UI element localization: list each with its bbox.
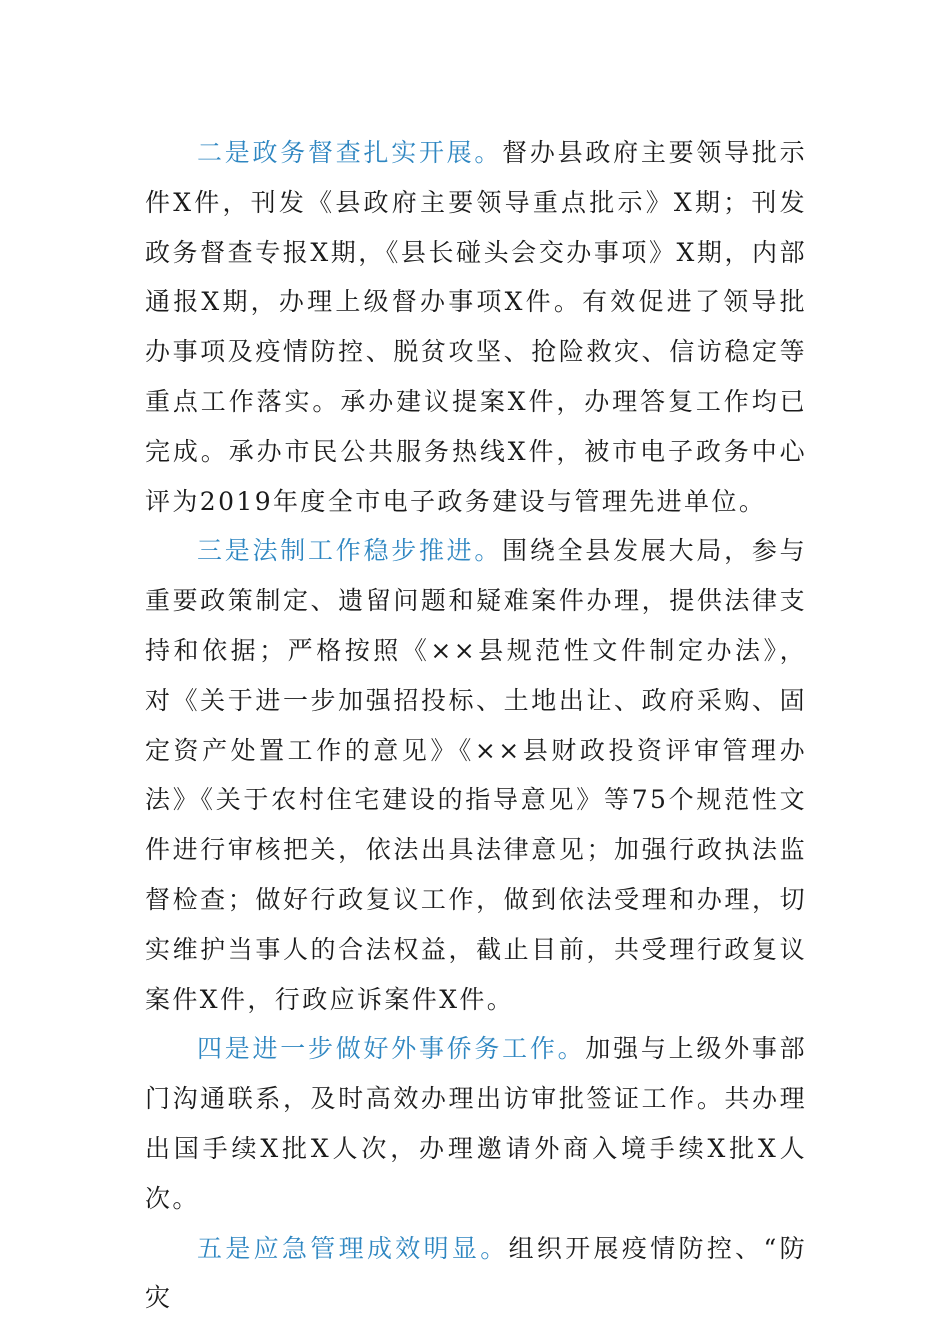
paragraph-heading: 五是应急管理成效明显。 [197, 1233, 509, 1263]
document-page [145, 128, 807, 1323]
paragraph-emergency [145, 1224, 807, 1324]
paragraph-body: 围绕全县发展大局，参与重要政策制定、遗留问题和疑难案件办理，提供法律支持和依据；严格按照《××县规范性文件制定办法》，对《关于进一步加强招投标、土地出让、政府采购、固定资产处置工作的意见》《××县财政投资评审管理办法》《关于农村住宅建设的指导意见》等75个规范性文件进行审核把关，依法出具法律意见；加强行政执法监督检查；做好行政复议工作，做到依法受理和办理，切实维护当事人的合法权益，截止目前，共受理行政复议案件X件，行政应诉案件X件。 [145, 536, 807, 1014]
paragraph-foreign-affairs [145, 1024, 807, 1223]
paragraph-heading: 二是政务督查扎实开展。 [197, 138, 503, 167]
paragraph-heading: 四是进一步做好外事侨务工作。 [197, 1034, 586, 1064]
paragraph-body: 督办县政府主要领导批示件X件，刊发《县政府主要领导重点批示》X期；刊发政务督查专报X期，《县长碰头会交办事项》X期，内部通报X期，办理上级督办事项X件。有效促进了领导批办事项及疫情防控、脱贫攻坚、抢险救灾、信访稳定等重点工作落实。承办建议提案X件，办理答复工作均已完成。承办市民公共服务热线X件，被市电子政务中心评为2019年度全市电子政务建设与管理先进单位。 [145, 138, 807, 516]
paragraph-body: 加强与上级外事部门沟通联系，及时高效办理出访审批签证工作。共办理出国手续X批X人次，办理邀请外商入境手续X批X人次。 [145, 1034, 808, 1213]
paragraph-heading: 三是法制工作稳步推进。 [197, 536, 503, 566]
paragraph-body: 组织开展疫情防控、“防灾 [145, 1233, 808, 1313]
paragraph-legal [145, 526, 807, 1024]
paragraph-supervision [145, 128, 807, 526]
